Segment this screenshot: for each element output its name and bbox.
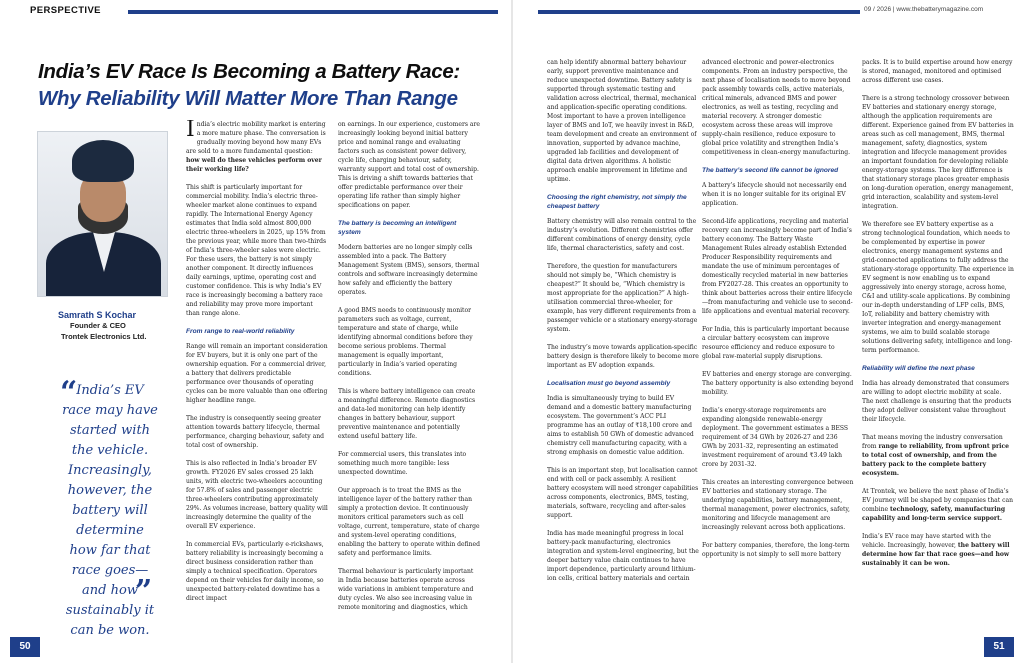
paragraph: India’s EV race may have started with the vehicle. Increasingly, however, the battery will determine how far that race goes—and how sustainably it can be won. <box>862 533 1010 567</box>
paragraph: India’s energy-storage requirements are expanding alongside renewable-energy deployment. The government estimates a BESS requirement of 34 GWh by 2026-27 and 236 GWh by 2031-32, representing an estimated investment requirement of around ₹3.49 lakh crore by 2031-32. <box>702 407 849 468</box>
article-title-line2: Why Reliability Will Matter More Than Range <box>38 87 458 110</box>
paragraph: Our approach is to treat the BMS as the intelligence layer of the battery rather than simply a protection device. It continuously monitors critical parameters such as cell voltage, current, temperature, state of charge and system-level operating conditions, enabling the battery to operate within defined safety and performance limits. <box>338 487 480 557</box>
paragraph: This is an important step, but localisation cannot end with cell or pack assembly. A resilient battery ecosystem will need stronger capabilities across components, electronics, BMS, testing, materials, software, recycling and after-sales support. <box>547 467 699 519</box>
header-rule-left <box>128 10 498 14</box>
drop-cap: I <box>186 120 195 142</box>
close-quote-icon: ” <box>135 574 153 609</box>
page-number-right: 51 <box>984 637 1014 657</box>
column-5 <box>862 58 1014 650</box>
paragraph: The industry is consequently seeing greater attention towards battery lifecycle, thermal performance, charging behaviour, safety and total cost of ownership. <box>186 415 324 449</box>
author-role: Founder & CEO <box>70 321 126 330</box>
column-2 <box>338 120 480 650</box>
paragraph: This is also reflected in India’s broader EV growth. FY2026 EV sales crossed 25 lakh units, with electric two-wheelers accounting for 57.8% of sales and passenger electric three-wheelers contributing approximately 29%. As volumes increase, battery quality will increasingly determine the quality of the overall EV experience. <box>186 460 328 530</box>
paragraph: For commercial users, this translates into something much more tangible: less unexpected downtime. <box>338 451 467 476</box>
subheading: From range to real-world reliability <box>186 328 295 335</box>
subheading: Reliability will define the next phase <box>862 365 975 372</box>
paragraph: This creates an interesting convergence between EV batteries and stationary storage. The underlying capabilities, battery management, thermal management, power electronics, safety, monitoring and lifecycle management are increasingly relevant across both applications. <box>702 479 854 531</box>
paragraph: Thermal behaviour is particularly important in India because batteries operate across wide variations in ambient temperature and duty cycles. We also see increasing value in remote monitoring and diagnostics, which <box>338 568 474 611</box>
paragraph: A battery’s lifecycle should not necessarily end when it is no longer suitable for its original EV application. <box>702 182 847 207</box>
paragraph: India has already demonstrated that consumers are willing to adopt electric mobility at scale. The next challenge is ensuring that the products they adopt deliver consistent value throughout their lifecycle. <box>862 380 1012 423</box>
author-name: Samrath S Kochar <box>58 310 137 320</box>
spread-gutter <box>511 0 513 663</box>
paragraph: There is a strong technology crossover between EV batteries and stationary energy storage, although the application requirements are different. Experience gained from EV batteries in areas such as cell management, BMS, thermal management, safety, diagnostics, system integration and lifecycle management provides an important foundation for developing reliable energy-storage systems. The key difference is that stationary storage places greater emphasis on long-duration operation, energy management, grid interaction, scalability and system-level integration. <box>862 95 1014 210</box>
paragraph: The industry’s move towards application-specific battery design is therefore likely to become more important as EV adoption expands. <box>547 344 699 369</box>
paragraph: can help identify abnormal battery behaviour early, support preventive maintenance and reduce unexpected downtime. Battery safety is supported through systematic testing and validation across electrical, thermal, mechanical and application-specific operating conditions. Most important to have a proven intelligence layer of BMS and IoT, we heavily invest in R&D, team development and create an environment of innovation, supported by advance machine, upgraded lab facilities and development of digital data driven algorithms. A holistic approach enable improvement in lifetime and uptime. <box>547 59 697 183</box>
issue-website: 09 / 2026 | www.thebatterymagazine.com <box>864 6 984 13</box>
subheading: The battery’s second life cannot be ignored <box>702 167 839 174</box>
paragraph: This shift is particularly important for commercial mobility. India’s electric three-wheeler market alone continues to expand rapidly. The International Energy Agency estimates that India sold almost 800,000 electric three-wheelers in 2025, up 15% from the previous year, while more than two-thirds of India’s three-wheeler sales were electric. For these users, the battery is not simply another component. It directly influences daily earnings, uptime, operating cost and customer confidence. This is why India’s EV race is increasingly becoming a battery race and reliability may prove more important than range alone. <box>186 184 327 317</box>
subheading: Localisation must go beyond assembly <box>547 380 671 387</box>
paragraph: on earnings. In our experience, customers are increasingly looking beyond initial battery price and nominal range and evaluating factors such as consistent power delivery, cycle life, charging behaviour, safety, warranty support and total cost of ownership. This is driving a shift towards batteries that offer predictable performance over their operating life rather than simply higher specifications on paper. <box>338 121 480 209</box>
author-company: Trontek Electronics Ltd. <box>61 332 147 341</box>
subheading: The battery is becoming an intelligent system <box>338 220 457 236</box>
paragraph: packs. It is to build expertise around how energy is stored, managed, monitored and optimised across different use cases. <box>862 59 1013 84</box>
pull-quote: India’s EV race may have started with the vehicle. Increasingly, however, the battery will determine how far that race goes—and how sustainably it can be won. <box>62 383 158 638</box>
article-title-line1: India’s EV Race Is Becoming a Battery Race: <box>38 60 460 83</box>
open-quote-icon: “ <box>60 375 78 410</box>
paragraph: For India, this is particularly important because a circular battery ecosystem can improve resource efficiency and reduce exposure to global raw-material supply disruptions. <box>702 326 850 360</box>
paragraph: That means moving the industry conversation from range to reliability, from upfront price to total cost of ownership, and from the battery pack to the complete battery ecosystem. <box>862 434 1009 477</box>
paragraph: India has made meaningful progress in local battery-pack manufacturing, electronics integration and system-level engineering, but the deeper battery value chain continues to have import dependence, particularly around lithium-ion cells, critical battery materials and certain <box>547 530 699 582</box>
paragraph: Battery chemistry will also remain central to the industry’s evolution. Different chemistries offer different combinations of energy density, cycle life, thermal characteristics, safety and cost. <box>547 218 697 252</box>
header-rule-right <box>538 10 860 14</box>
paragraph: Therefore, the question for manufacturers should not simply be, “Which chemistry is cheapest?” It should be, “Which chemistry is most appropriate for the application?” A high-utilisation commercial three-wheeler, for example, has very different requirements from a passenger vehicle or a stationary energy-storage system. <box>547 263 698 333</box>
paragraph: A good BMS needs to continuously monitor parameters such as voltage, current, temperature and state of charge, while identifying abnormal conditions before they become serious problems. Thermal management is equally important, particularly in India’s varied operating conditions. <box>338 307 473 377</box>
paragraph: India is simultaneously trying to build EV demand and a domestic battery manufacturing ecosystem. The government’s ACC PLI programme has an outlay of ₹18,100 crore and aims to establish 50 GWh of domestic advanced chemistry cell manufacturing capacity, with a strong emphasis on domestic value addition. <box>547 395 694 456</box>
paragraph: For battery companies, therefore, the long-term opportunity is not simply to sell more battery <box>702 542 850 558</box>
paragraph: advanced electronic and power-electronics components. From an industry perspective, the next phase of localisation needs to move beyond pack assembly towards cells, active materials, critical minerals, advanced BMS and power electronics, as well as testing, recycling and material recovery. A stronger domestic ecosystem across these areas will improve supply-chain resilience, reduce exposure to global price volatility and strengthen India’s competitiveness in clean-energy manufacturing. <box>702 59 851 156</box>
paragraph: In commercial EVs, particularly e-rickshaws, battery reliability is increasingly becoming a direct business consideration rather than simply a technical specification. Operators depend on their vehicles for daily income, so unexpected battery-related downtime has a direct impact <box>186 541 324 602</box>
column-1: India’s electric mobility market is entering a more mature phase. The conversation is gradually moving beyond how many EVs are sold to a more fundamental question: how well do these vehicles perform over their working life? This shift is particularly important for commercial mobility. India’s electric three-wheeler market alone continues to expand rapidly. The International Energy Agency estimates that India sold almost 800,000 electric three-wheelers in 2025, up 15% from the previous year, while more than two-thirds of India’s three-wheeler sales were electric. For these users, the battery is not simply another component. It directly influences daily earnings, uptime, operating cost and customer confidence. This is why India’s EV race is increasingly becoming a battery race and reliability may prove more important than range alone. From range to real-world reliability Range will remain an important consideration for EV buyers, but it is only one part of the ownership equation. For a commercial driver, a battery that delivers predictable performance over thousands of operating cycles can be more valuable than one offering higher headline range. The industry is consequently seeing greater attention towards battery lifecycle, thermal performance, charging behaviour, safety and total cost of ownership. This is also reflected in India’s broader EV growth. FY2026 EV sales crossed 25 lakh units, with electric two-wheelers accounting for 57.8% of sales and passenger electric three-wheelers contributing approximately 29%. As volumes increase, battery quality will increasingly determine the quality of the overall EV experience. In commercial EVs, particularly e-rickshaws, battery reliability is increasingly becoming a direct business consideration rather than simply a technical specification. Operators depend on their vehicles for daily income, so unexpected battery-related downtime has a direct impact <box>186 120 328 602</box>
subheading: Choosing the right chemistry, not simply the cheapest battery <box>547 194 687 210</box>
author-photo <box>37 131 168 297</box>
column-3 <box>547 58 699 650</box>
paragraph: At Trontek, we believe the next phase of India’s EV journey will be shaped by companies that can combine technology, safety, manufacturing capability and long-term service support. <box>862 488 1013 522</box>
paragraph: EV batteries and energy storage are converging. The battery opportunity is also extending beyond mobility. <box>702 371 854 396</box>
paragraph: Second-life applications, recycling and material recovery can increasingly become part of India’s battery economy. The Battery Waste Management Rules already establish Extended Producer Responsibility requirements and mandate the use of minimum percentages of domestically recycled material in new batteries from FY2027-28. This creates an opportunity to think about batteries across their entire lifecycle—from manufacturing and vehicle use to second-life applications and eventual material recovery. <box>702 218 853 315</box>
paragraph: We therefore see EV battery expertise as a strong technological foundation, which needs to be complemented by expertise in power electronics, energy management systems and grid-connected applications to fully address the stationary-storage opportunity. The experience in EV segment is now enabling us to expand aggressively into energy storage, across home, C&I and utility-scale applications. By combining our in-depth understanding of LFP cells, BMS, IoT, reliability and battery chemistry with inverter integration and energy-management systems, we aim to build scalable storage solutions delivering safety, intelligence and long-term performance. <box>862 221 1014 354</box>
section-label: PERSPECTIVE <box>30 5 101 16</box>
page-number-left: 50 <box>10 637 40 657</box>
paragraph: This is where battery intelligence can create a meaningful difference. Remote diagnostics and data-led monitoring can help identify changes in battery behaviour, support preventive maintenance and potentially extend useful battery life. <box>338 388 476 440</box>
paragraph: Modern batteries are no longer simply cells assembled into a pack. The Battery Management System (BMS), sensors, thermal controls and software increasingly determine how safely and efficiently the battery operates. <box>338 244 480 296</box>
column-4 <box>702 58 854 650</box>
paragraph: Range will remain an important consideration for EV buyers, but it is only one part of the ownership equation. For a commercial driver, a battery that delivers predictable performance over thousands of operating cycles can be more valuable than one offering higher headline range. <box>186 343 328 404</box>
